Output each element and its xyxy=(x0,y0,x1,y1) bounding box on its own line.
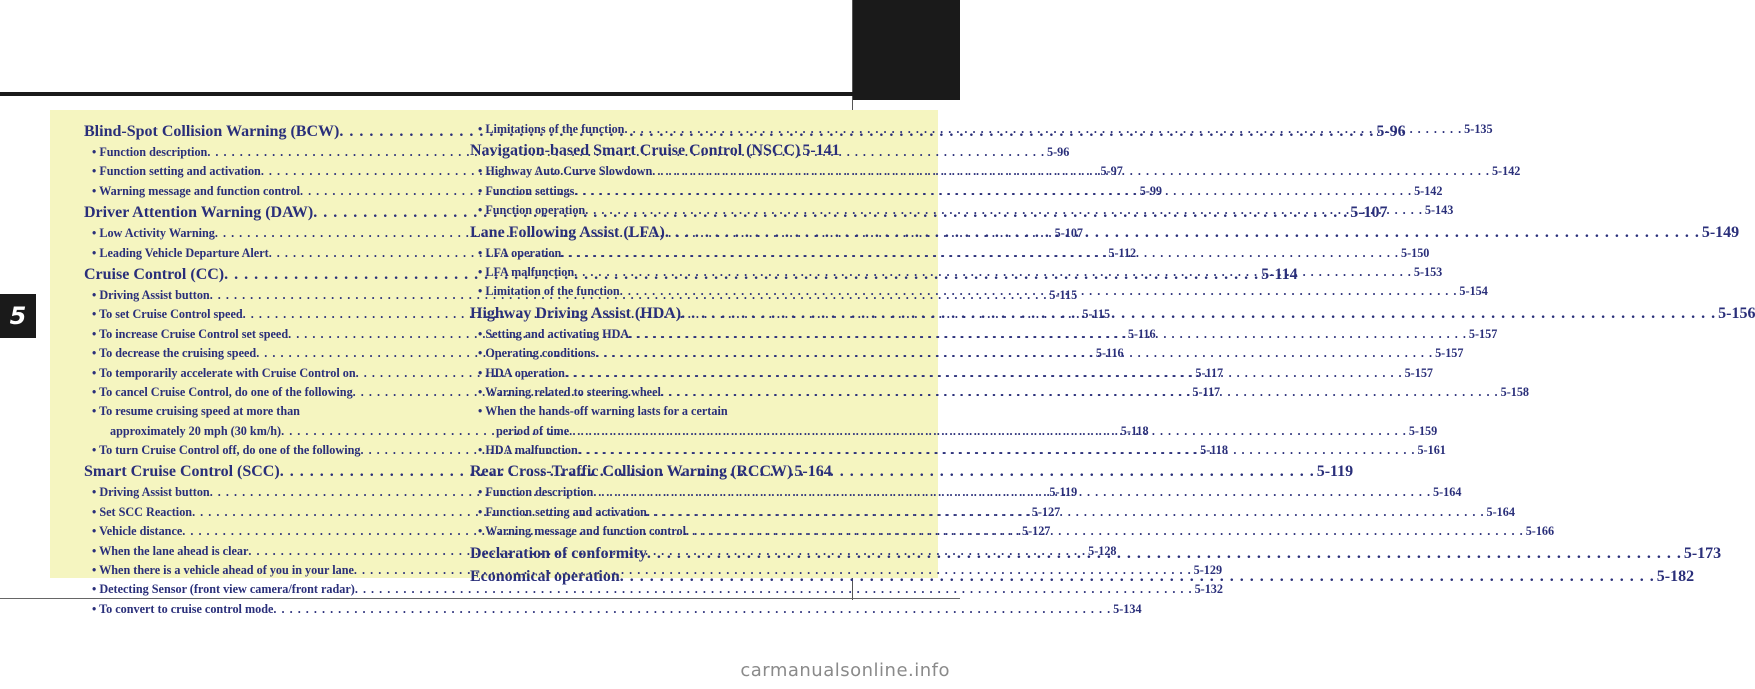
page-number: 5-135 xyxy=(1464,122,1493,136)
entry-title: approximately 20 mph (30 km/h) xyxy=(110,423,282,438)
entry-title: Blind-Spot Collision Warning (BCW) xyxy=(84,123,340,140)
entry-title: • HDA malfunction xyxy=(478,443,578,458)
page-number: 5-128 xyxy=(1088,543,1117,558)
page-number: 5-99 xyxy=(1139,183,1163,198)
entry-title: • To temporarily accelerate with Cruise Control on xyxy=(92,365,356,380)
entry-title: • To increase Cruise Control set speed xyxy=(92,326,289,341)
entry-title: • Warning message and function control xyxy=(478,524,686,539)
entry-title: • Function setting and activation xyxy=(92,164,261,179)
entry-title: • Warning related to steering wheel xyxy=(478,384,661,399)
page-number: 5-107 xyxy=(1054,226,1084,241)
entry-title: • Function settings xyxy=(478,183,575,198)
page-number: 5-150 xyxy=(1400,245,1430,260)
entry-title: Navigation-based Smart Cruise Control (NSCC) xyxy=(470,142,801,160)
page-number: 5-142 xyxy=(1414,183,1443,198)
dot-leader xyxy=(569,422,1407,441)
entry-title: • Driving Assist button xyxy=(92,485,210,500)
entry-title: • To cancel Cruise Control, do one of the following xyxy=(92,384,353,399)
entry-title: period of time xyxy=(496,423,570,438)
page-number: 5-107 xyxy=(1350,204,1388,222)
page-number: 5-116 xyxy=(1127,326,1156,341)
entry-title: • Set SCC Reaction xyxy=(92,504,193,519)
entry-title: Declaration of conformity xyxy=(470,544,647,562)
entry-title: • Operating conditions xyxy=(478,346,596,361)
dot-leader xyxy=(561,244,1399,263)
entry-title: • To decrease the cruising speed xyxy=(92,346,257,361)
entry-title: • Low Activity Warning xyxy=(92,226,215,241)
entry-title: • When there is a vehicle ahead of you in your lane xyxy=(92,563,354,578)
toc-subentry-line[interactable]: • When the hands-off warning lasts for a certain xyxy=(478,404,728,419)
dot-leader xyxy=(595,344,1433,363)
dot-leader xyxy=(629,325,1467,344)
page-number: 5-129 xyxy=(1193,563,1223,578)
page-number: 5-164 xyxy=(794,463,832,481)
corner-block xyxy=(852,0,960,100)
page-number: 5-97 xyxy=(1100,164,1123,179)
page-number: 5-118 xyxy=(1200,443,1228,458)
page-number: 5-117 xyxy=(1192,384,1221,399)
dot-leader xyxy=(574,182,1412,201)
entry-title: Economical operation xyxy=(470,567,620,585)
entry-title: Lane Following Assist (LFA) xyxy=(470,223,665,241)
dot-leader xyxy=(652,162,1490,181)
entry-title: Rear Cross-Traffic Collision Warning (RCCW) xyxy=(470,463,793,481)
dot-leader xyxy=(681,302,1716,325)
entry-title: Driver Attention Warning (DAW) xyxy=(84,204,314,222)
page-number: 5-112 xyxy=(1108,245,1137,260)
page-number: 5-157 xyxy=(1468,326,1498,341)
entry-title: • Limitation of the function xyxy=(478,284,620,299)
page-number: 5-127 xyxy=(1021,524,1051,539)
toc-subentry-line[interactable]: • To resume cruising speed at more than xyxy=(92,404,300,419)
dot-leader xyxy=(665,221,1700,244)
entry-title: • To convert to cruise control mode xyxy=(92,601,274,616)
page-number: 5-132 xyxy=(1194,582,1223,597)
page-number: 5-173 xyxy=(1683,544,1722,562)
page-number: 5-153 xyxy=(1413,264,1443,279)
entry-title: • Highway Auto Curve Slowdown xyxy=(478,164,653,179)
page-number: 5-127 xyxy=(1031,504,1061,519)
page-number: 5-118 xyxy=(1120,423,1149,438)
toc-section-entry[interactable] xyxy=(470,139,840,162)
entry-title: • Driving Assist button xyxy=(92,287,210,302)
page-number: 5-134 xyxy=(1113,601,1142,616)
watermark: carmanualsonline.info xyxy=(740,660,950,681)
entry-title: • Detecting Sensor (front view camera/front radar) xyxy=(92,582,355,597)
dot-leader xyxy=(620,565,1655,588)
page-number: 5-157 xyxy=(1404,365,1434,380)
dot-leader xyxy=(624,120,1462,139)
page-number: 5-141 xyxy=(802,142,840,160)
page-number: 5-96 xyxy=(1047,145,1070,159)
entry-title: • To turn Cruise Control off, do one of the following xyxy=(92,443,361,458)
entry-title: • Function description xyxy=(92,145,208,159)
page-number: 5-149 xyxy=(1701,223,1740,241)
dot-leader xyxy=(593,483,1431,502)
entry-title: • Setting and activating HDA xyxy=(478,326,630,341)
page-number: 5-115 xyxy=(1049,287,1078,302)
page-number: 5-117 xyxy=(1195,365,1224,380)
page-number: 5-115 xyxy=(1082,307,1111,322)
header-rule xyxy=(0,92,960,96)
page-number: 5-114 xyxy=(1261,265,1298,283)
entry-title: • When the lane ahead is clear xyxy=(92,543,249,558)
dot-leader xyxy=(620,282,1458,301)
dot-leader xyxy=(273,600,1111,619)
page-number: 5-96 xyxy=(1376,123,1406,140)
entry-title: • Function operation xyxy=(478,203,586,218)
entry-title: • Vehicle distance xyxy=(92,524,183,539)
entry-title: • HDA operation xyxy=(478,365,565,380)
page-number: 5-182 xyxy=(1656,567,1695,585)
entry-title: • LFA malfunction xyxy=(478,264,575,279)
page-number: 5-158 xyxy=(1500,384,1530,399)
entry-title: • Warning message and function control xyxy=(92,183,300,198)
entry-title: • Limitations of the function xyxy=(478,122,625,136)
chapter-tab[interactable]: 5 xyxy=(0,294,36,338)
toc-subentry[interactable] xyxy=(84,580,1223,599)
dot-leader xyxy=(585,201,1423,220)
entry-title: • Function description xyxy=(478,485,594,500)
entry-title: Smart Cruise Control (SCC) xyxy=(84,463,280,481)
entry-title: • LFA operation xyxy=(478,245,562,260)
entry-title: • Function setting and activation xyxy=(478,504,647,519)
page-number: 5-157 xyxy=(1435,346,1464,361)
entry-title: Highway Driving Assist (HDA) xyxy=(470,304,682,322)
page-number: 5-143 xyxy=(1424,203,1454,218)
toc-subentry[interactable] xyxy=(84,600,1142,619)
page-number: 5-119 xyxy=(1316,463,1354,481)
dot-leader xyxy=(578,441,1416,460)
dot-leader xyxy=(565,364,1403,383)
page-number: 5-161 xyxy=(1417,443,1446,458)
page-number: 5-116 xyxy=(1095,346,1124,361)
page-number: 5-164 xyxy=(1433,485,1462,500)
entry-title: • To set Cruise Control speed xyxy=(92,307,243,322)
dot-leader xyxy=(647,542,1682,565)
page-number: 5-119 xyxy=(1049,485,1078,500)
page-number: 5-142 xyxy=(1491,164,1521,179)
entry-title: Cruise Control (CC) xyxy=(84,265,225,283)
page-number: 5-166 xyxy=(1525,524,1555,539)
dot-leader xyxy=(574,263,1412,282)
dot-leader xyxy=(647,503,1485,522)
dot-leader xyxy=(661,383,1499,402)
toc-section-entry[interactable] xyxy=(470,460,832,483)
entry-title: • Leading Vehicle Departure Alert xyxy=(92,245,269,260)
page-number: 5-156 xyxy=(1718,304,1755,322)
page-number: 5-154 xyxy=(1459,284,1488,299)
page-number: 5-159 xyxy=(1408,423,1438,438)
dot-leader xyxy=(686,522,1524,541)
page-number: 5-164 xyxy=(1486,504,1515,519)
